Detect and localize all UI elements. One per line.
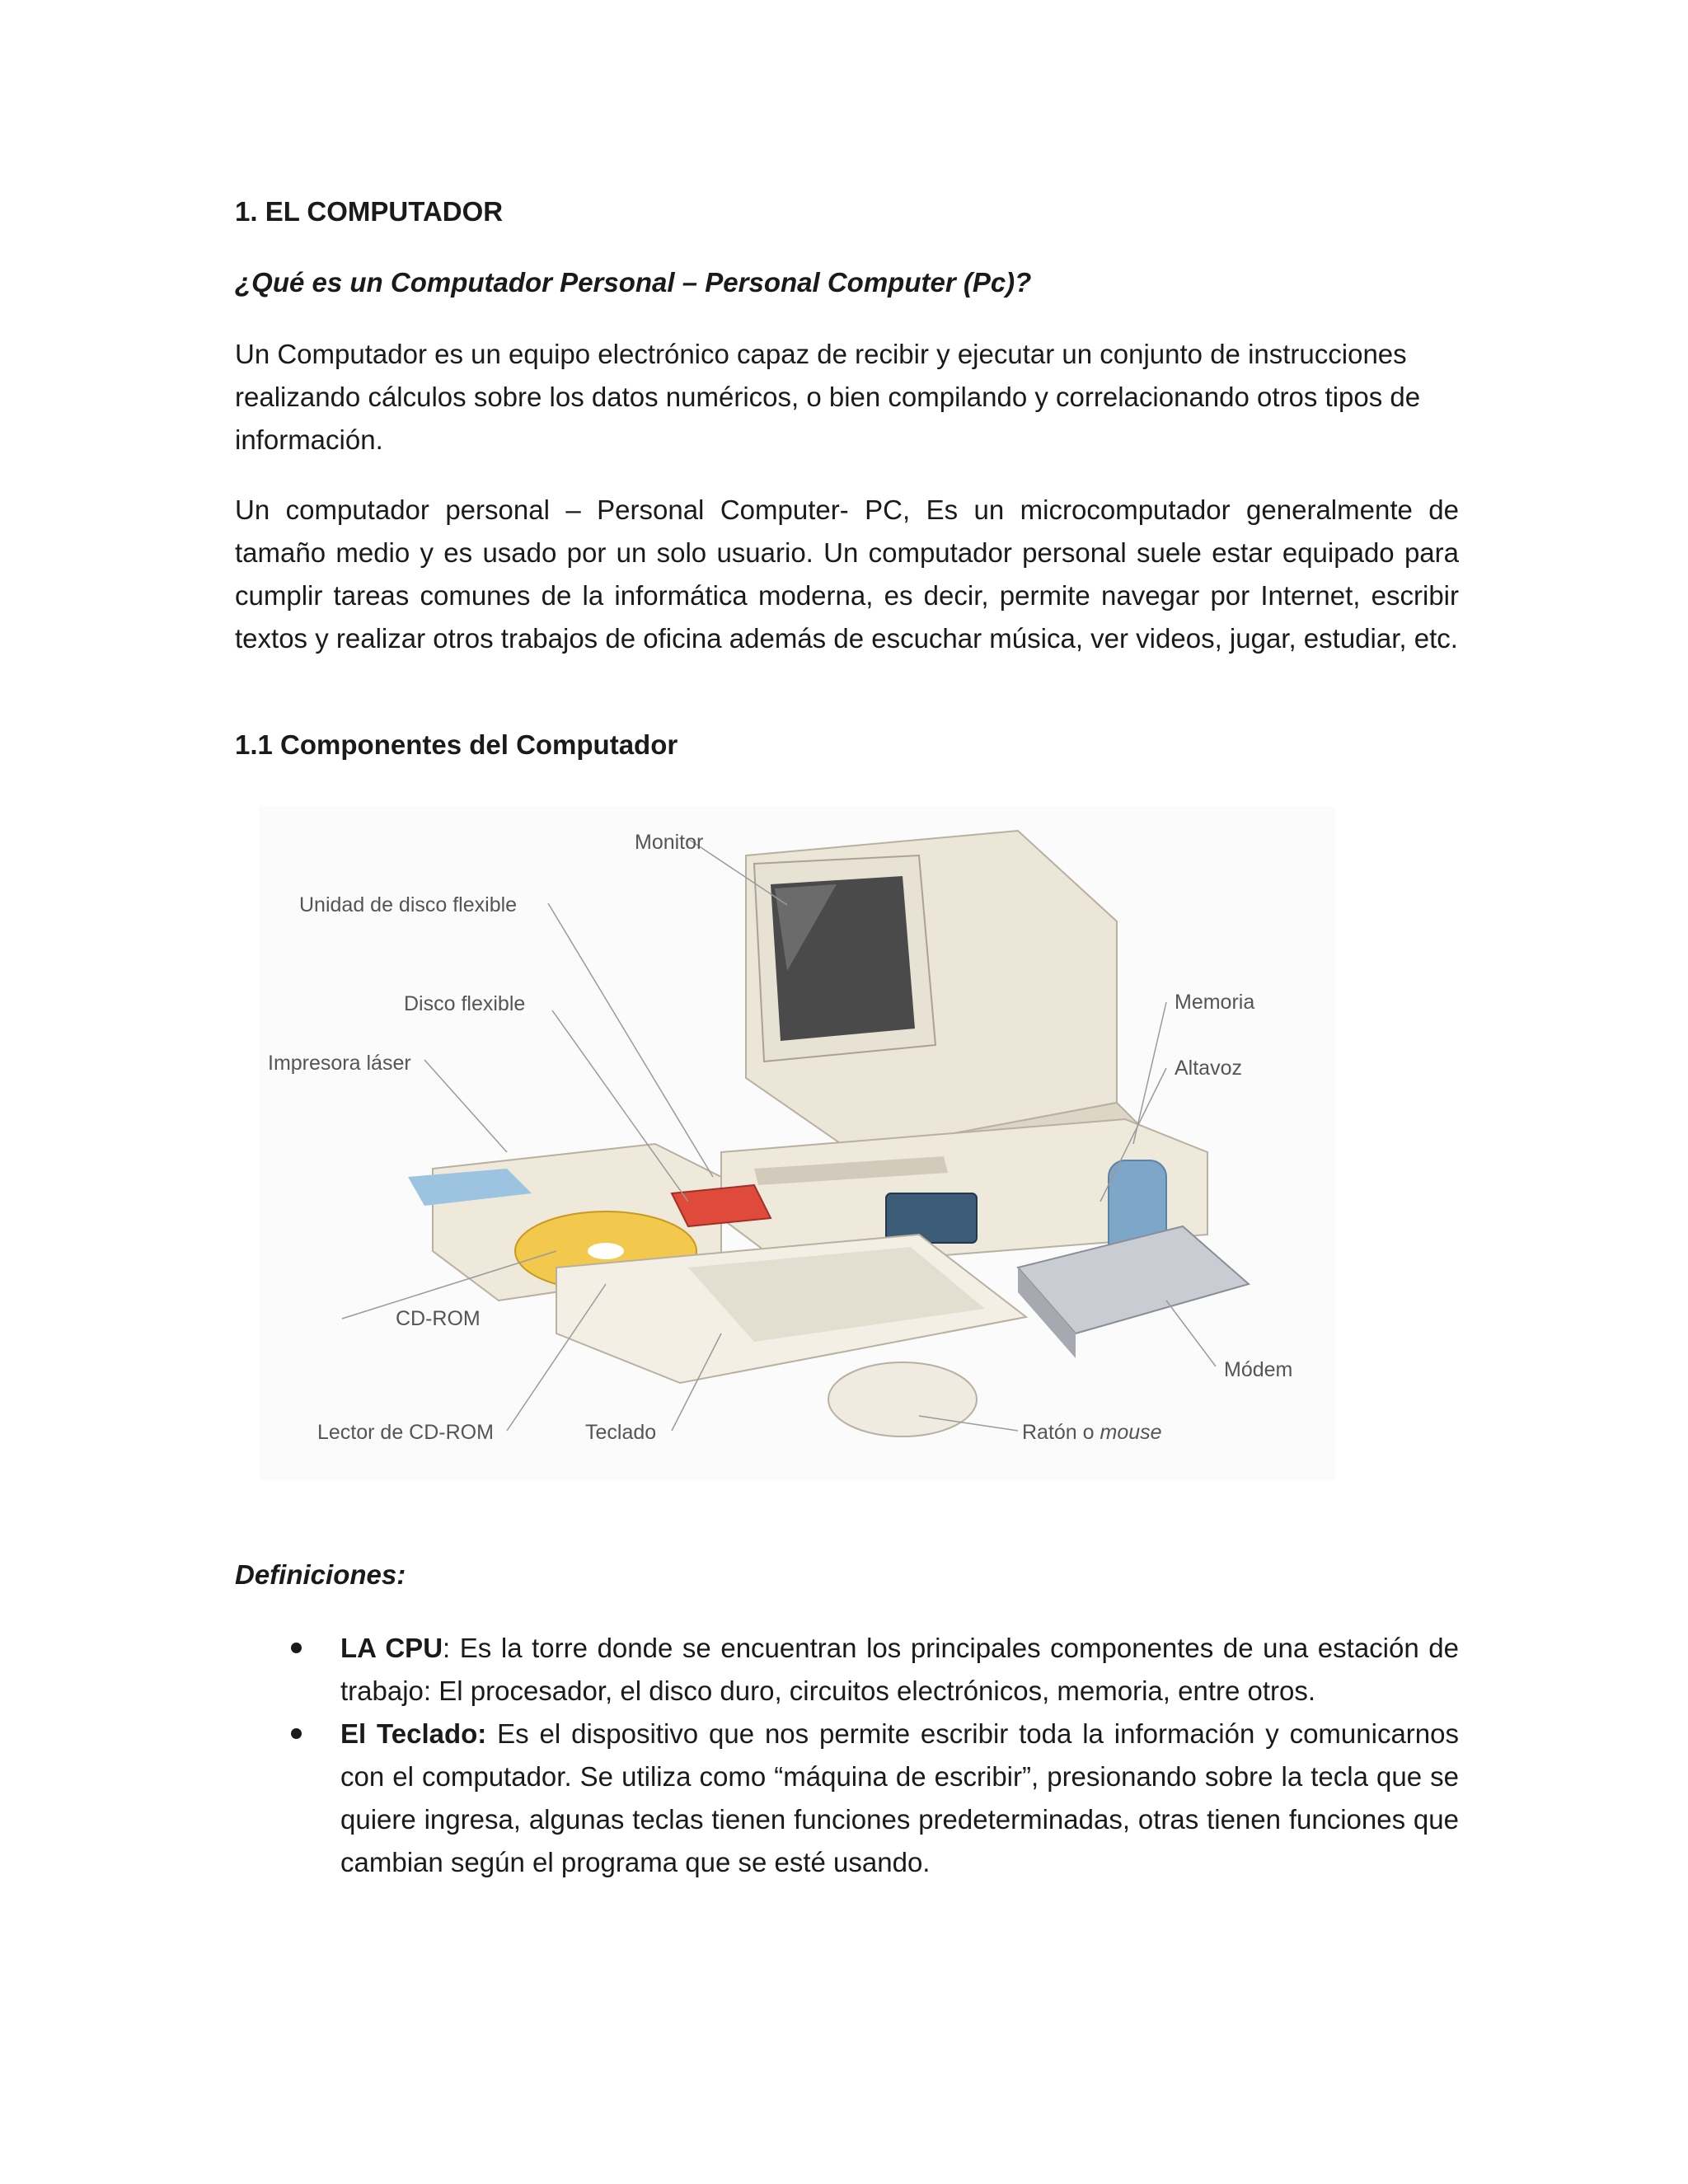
label-cdrom-reader: Lector de CD-ROM	[317, 1421, 494, 1444]
label-speaker: Altavoz	[1175, 1057, 1242, 1080]
bullet-icon	[291, 1643, 302, 1653]
paragraph-definition: Un Computador es un equipo electrónico capaz de recibir y ejecutar un conjunto de instrucciones realizando cálculos sobre los datos numéricos, o bien compilando y correlacionando otros tipos de información.	[235, 339, 1421, 455]
label-modem: Módem	[1224, 1358, 1293, 1381]
label-cdrom: CD-ROM	[396, 1307, 481, 1330]
label-floppy-disk: Disco flexible	[404, 992, 526, 1015]
label-laser-printer: Impresora láser	[268, 1052, 411, 1075]
computer-components-illustration	[260, 806, 1335, 1480]
definition-term: LA CPU	[340, 1633, 443, 1663]
paragraph-pc: Un computador personal – Personal Computer- PC, Es un microcomputador generalmente de tamaño medio y es usado por un solo usuario. Un computador personal suele estar equipado para cumplir tareas comunes de la informática moderna, es decir, permite navegar por Internet, escribir textos y realizar otros trabajos de oficina además de escuchar música, ver videos, jugar, estudiar, etc.	[235, 494, 1459, 654]
label-mouse	[1022, 1421, 1162, 1444]
label-mouse-word: mouse	[1100, 1421, 1162, 1444]
definition-text: : Es la torre donde se encuentran los principales componentes de una estación de trabajo: El procesador, el disco duro, circuitos electrónicos, memoria, entre otros.	[340, 1633, 1459, 1706]
label-mouse-prefix: Ratón o	[1022, 1421, 1100, 1444]
definition-text: Es el dispositivo que nos permite escribir toda la información y comunicarnos con el computador. Se utiliza como “máquina de escribir”, presionando sobre la tecla que se quiere ingresa, algunas teclas tienen funciones predeterminadas, otras tienen funciones que cambian según el programa que se esté usando.	[340, 1718, 1460, 1877]
label-floppy-drive: Unidad de disco flexible	[299, 893, 518, 916]
definition-term: El Teclado:	[340, 1718, 487, 1749]
label-keyboard: Teclado	[585, 1421, 657, 1444]
subsection-heading: 1.1 Componentes del Computador	[235, 729, 678, 760]
definition-item	[235, 1627, 1459, 1713]
question-heading: ¿Qué es un Computador Personal – Personal Computer (Pc)?	[235, 267, 1032, 298]
label-memory: Memoria	[1175, 991, 1255, 1014]
bullet-icon	[291, 1728, 302, 1739]
definition-item	[235, 1713, 1459, 1884]
section-heading: 1. EL COMPUTADOR	[235, 196, 504, 227]
definitions-list	[235, 1627, 1459, 1884]
label-monitor: Monitor	[635, 831, 704, 854]
definitions-title: Definiciones:	[235, 1559, 406, 1590]
